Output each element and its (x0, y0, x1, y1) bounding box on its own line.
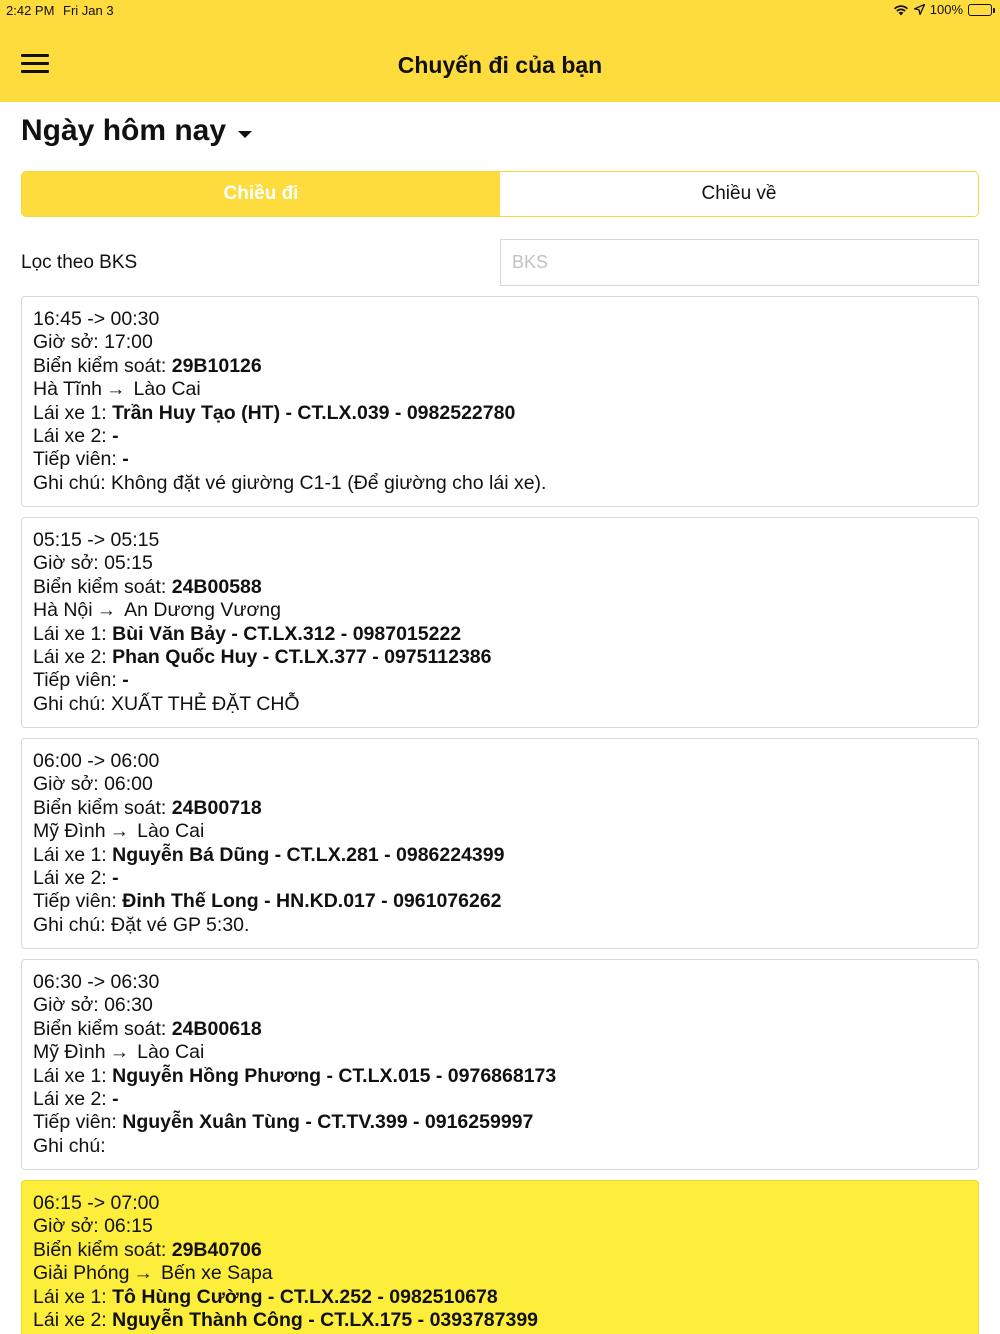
driver1-value: Trần Huy Tạo (HT) - CT.LX.039 - 0982522780 (112, 401, 516, 424)
driver1-value: Nguyễn Bá Dũng - CT.LX.281 - 0986224399 (112, 843, 505, 866)
gio-so-value: 06:00 (104, 773, 153, 796)
trip-card[interactable] (21, 1180, 979, 1334)
route-arrow-icon: → (109, 1041, 130, 1064)
plate-filter-input[interactable] (500, 239, 979, 286)
trip-attendant (33, 448, 967, 471)
top-bar (0, 0, 1000, 102)
trip-time-range (33, 529, 967, 552)
trip-attendant (33, 669, 967, 692)
note-label: Ghi chú: (33, 692, 112, 715)
trip-driver-1 (33, 1286, 967, 1309)
attendant-value: Đinh Thế Long - HN.KD.017 - 0961076262 (122, 890, 502, 913)
trip-route (33, 1041, 967, 1064)
trip-note (33, 693, 967, 716)
note-value: Đặt vé GP 5:30. (111, 913, 250, 936)
note-label: Ghi chú: (33, 471, 112, 494)
gio-so-label: Giờ sở: (33, 994, 105, 1017)
driver2-label: Lái xe 2: (33, 425, 113, 448)
plate-label: Biển kiểm soát: (33, 1238, 172, 1261)
trip-route (33, 378, 967, 401)
trip-attendant (33, 1111, 967, 1134)
attendant-label: Tiếp viên: (33, 1111, 123, 1134)
route-destination: Lào Cai (137, 1041, 205, 1064)
date-dropdown-label: Ngày hôm nay (21, 114, 227, 147)
gio-so-label: Giờ sở: (33, 773, 105, 796)
driver1-value: Tô Hùng Cường - CT.LX.252 - 0982510678 (112, 1285, 498, 1308)
trip-route (33, 1262, 967, 1285)
trip-time-range (33, 971, 967, 994)
note-label: Ghi chú: (33, 913, 112, 936)
trip-driver-2 (33, 646, 967, 669)
driver2-label: Lái xe 2: (33, 646, 113, 669)
status-date: Fri Jan 3 (63, 3, 114, 18)
route-origin: Giải Phóng (33, 1262, 130, 1285)
trip-gio-so (33, 552, 967, 575)
filter-label: Lọc theo BKS (21, 252, 138, 273)
trip-plate (33, 576, 967, 599)
gio-so-label: Giờ sở: (33, 1215, 105, 1238)
trip-card[interactable] (21, 959, 979, 1170)
trip-time-range (33, 750, 967, 773)
trip-card[interactable] (21, 517, 979, 728)
plate-value: 29B10126 (171, 354, 262, 377)
driver1-value: Bùi Văn Bảy - CT.LX.312 - 0987015222 (112, 622, 462, 645)
trip-plate (33, 797, 967, 820)
attendant-value: - (122, 448, 129, 471)
attendant-value: - (122, 669, 129, 692)
route-destination: Lào Cai (133, 378, 201, 401)
trip-time-range (33, 308, 967, 331)
plate-label: Biển kiểm soát: (33, 796, 172, 819)
driver2-value: - (112, 867, 119, 890)
plate-label: Biển kiểm soát: (33, 354, 172, 377)
trip-note (33, 472, 967, 495)
trip-gio-so (33, 994, 967, 1017)
direction-segmented-control (21, 171, 979, 217)
route-destination: Bến xe Sapa (160, 1262, 273, 1285)
location-arrow-icon (914, 4, 925, 15)
trip-driver-2 (33, 1309, 967, 1332)
driver2-value: - (112, 425, 119, 448)
driver2-label: Lái xe 2: (33, 1309, 113, 1332)
note-value: Không đặt vé giường C1-1 (Để giường cho lái xe). (111, 471, 547, 494)
route-arrow-icon: → (96, 599, 117, 622)
plate-value: 29B40706 (171, 1238, 262, 1261)
time-range-value: 06:30 -> 06:30 (33, 971, 160, 993)
driver1-value: Nguyễn Hồng Phương - CT.LX.015 - 0976868173 (112, 1064, 557, 1087)
trip-driver-2 (33, 1088, 967, 1111)
trip-driver-1 (33, 623, 967, 646)
trip-route (33, 599, 967, 622)
page-title: Chuyến đi của bạn (397, 52, 603, 78)
plate-value: 24B00588 (171, 575, 262, 598)
plate-label: Biển kiểm soát: (33, 1017, 172, 1040)
driver1-label: Lái xe 1: (33, 1064, 113, 1087)
driver2-value: - (112, 1088, 119, 1111)
route-arrow-icon: → (106, 378, 126, 401)
driver2-label: Lái xe 2: (33, 1088, 113, 1111)
trip-time-range (33, 1192, 967, 1215)
trip-driver-1 (33, 1065, 967, 1088)
time-range-value: 05:15 -> 05:15 (33, 529, 160, 551)
attendant-value: Nguyễn Xuân Tùng - CT.TV.399 - 0916259997 (122, 1111, 534, 1134)
trip-card[interactable] (21, 296, 979, 507)
gio-so-label: Giờ sở: (33, 331, 105, 354)
attendant-label: Tiếp viên: (33, 890, 123, 913)
status-right (893, 2, 992, 17)
gio-so-value: 05:15 (104, 552, 153, 575)
time-range-value: 06:15 -> 07:00 (33, 1192, 160, 1214)
gio-so-value: 06:15 (104, 1215, 153, 1238)
trip-gio-so (33, 1215, 967, 1238)
attendant-label: Tiếp viên: (33, 669, 123, 692)
battery-percent: 100% (929, 2, 963, 17)
trip-plate (33, 1018, 967, 1041)
gio-so-label: Giờ sở: (33, 552, 105, 575)
trip-plate (33, 355, 967, 378)
route-origin: Mỹ Đình (33, 1041, 106, 1064)
note-value: XUẤT THẺ ĐẶT CHỖ (111, 692, 300, 715)
tab-chieu-ve[interactable]: Chiều về (500, 172, 978, 216)
route-origin: Hà Tĩnh (33, 378, 103, 401)
driver2-value: Nguyễn Thành Công - CT.LX.175 - 0393787399 (112, 1309, 539, 1332)
route-arrow-icon: → (133, 1262, 153, 1285)
plate-label: Biển kiểm soát: (33, 575, 172, 598)
wifi-icon (893, 4, 909, 16)
trip-driver-1 (33, 402, 967, 425)
route-arrow-icon: → (109, 820, 130, 843)
trip-route (33, 820, 967, 843)
driver2-label: Lái xe 2: (33, 867, 113, 890)
trip-gio-so (33, 331, 967, 354)
gio-so-value: 17:00 (104, 331, 153, 354)
status-time: 2:42 PM (6, 3, 55, 18)
trip-note (33, 1135, 967, 1158)
trip-driver-2 (33, 425, 967, 448)
trip-card[interactable] (21, 738, 979, 949)
trip-driver-1 (33, 844, 967, 867)
trip-plate (33, 1239, 967, 1262)
route-origin: Hà Nội (33, 599, 93, 622)
date-dropdown[interactable] (21, 114, 252, 148)
plate-value: 24B00618 (171, 1017, 262, 1040)
driver2-value: Phan Quốc Huy - CT.LX.377 - 0975112386 (112, 646, 492, 669)
driver1-label: Lái xe 1: (33, 401, 113, 424)
trip-gio-so (33, 773, 967, 796)
trip-note (33, 914, 967, 937)
trip-attendant (33, 890, 967, 913)
driver1-label: Lái xe 1: (33, 1285, 113, 1308)
route-origin: Mỹ Đình (33, 820, 106, 843)
tab-chieu-di[interactable]: Chiều đi (22, 172, 500, 216)
note-label: Ghi chú: (33, 1134, 106, 1157)
caret-down-icon (238, 131, 252, 138)
gio-so-value: 06:30 (104, 994, 153, 1017)
driver1-label: Lái xe 1: (33, 843, 113, 866)
status-bar (0, 0, 1000, 22)
time-range-value: 06:00 -> 06:00 (33, 750, 160, 772)
trip-driver-2 (33, 867, 967, 890)
attendant-label: Tiếp viên: (33, 448, 123, 471)
route-destination: An Dương Vương (124, 599, 281, 622)
route-destination: Lào Cai (137, 820, 205, 843)
plate-value: 24B00718 (171, 796, 262, 819)
time-range-value: 16:45 -> 00:30 (33, 308, 160, 330)
driver1-label: Lái xe 1: (33, 622, 113, 645)
battery-icon (968, 4, 992, 16)
